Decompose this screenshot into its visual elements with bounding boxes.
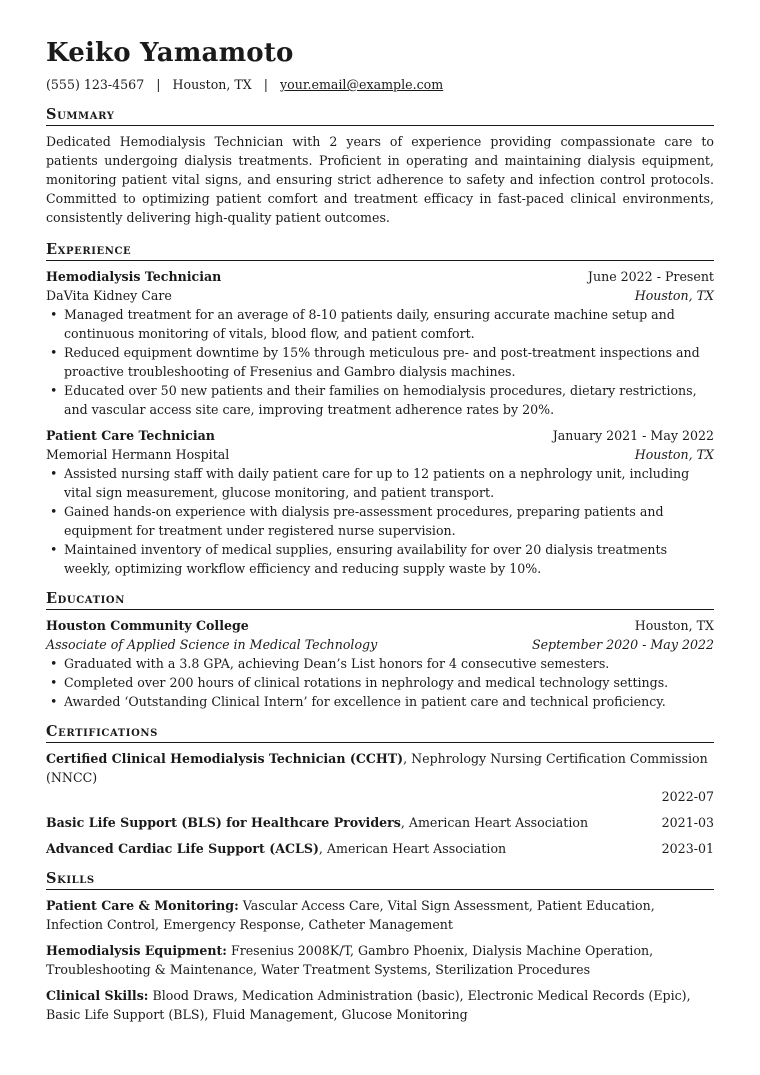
certification-name: Advanced Cardiac Life Support (ACLS) xyxy=(46,841,319,856)
list-item: • Gained hands-on experience with dialysis pre-assessment procedures, preparing patients and equipment for treatment under registered nurse supervision. xyxy=(64,502,714,540)
contact-separator: | xyxy=(156,77,161,92)
certification-item xyxy=(46,813,714,832)
email-link[interactable]: your.email@example.com xyxy=(280,77,444,92)
skill-group-label: Hemodialysis Equipment: xyxy=(46,943,227,958)
job-entry xyxy=(46,426,714,578)
education-dates: September 2020 - May 2022 xyxy=(531,637,714,652)
skill-group-text: Vascular Access Care, Vital Sign Assessment, Patient Education, Infection Control, Emergency Response, Catheter Management xyxy=(46,898,655,932)
job-location: Houston, TX xyxy=(634,447,714,462)
section-heading-skills: Skills xyxy=(46,870,714,890)
section-heading-summary: Summary xyxy=(46,106,714,126)
skill-group xyxy=(46,941,714,979)
certification-issuer: , Nephrology Nursing Certification Commission (NNCC) xyxy=(46,751,708,785)
list-item: • Awarded ‘Outstanding Clinical Intern’ for excellence in patient care and technical proficiency. xyxy=(64,692,714,711)
education-entry xyxy=(46,616,714,711)
job-subheader xyxy=(46,286,714,305)
job-bullets xyxy=(46,305,714,419)
section-heading-education: Education xyxy=(46,590,714,610)
job-role: Patient Care Technician xyxy=(46,428,215,443)
certification-name: Basic Life Support (BLS) for Healthcare Providers xyxy=(46,815,401,830)
job-bullets xyxy=(46,464,714,578)
list-item: • Maintained inventory of medical supplies, ensuring availability for over 20 dialysis treatments weekly, optimizing workflow efficiency and reducing supply waste by 10%. xyxy=(64,540,714,578)
summary-text: Dedicated Hemodialysis Technician with 2 years of experience providing compassionate care to patients undergoing dialysis treatments. Proficient in operating and maintaining dialysis equipment, monitoring patient vital signs, and ensuring strict adherence to safety and infection control protocols. Committed to optimizing patient comfort and treatment efficacy in fast-paced clinical environments, consistently delivering high-quality patient outcomes. xyxy=(46,134,714,225)
job-company: Memorial Hermann Hospital xyxy=(46,447,230,462)
job-subheader xyxy=(46,445,714,464)
certification-date: 2023-01 xyxy=(661,841,714,856)
job-company: DaVita Kidney Care xyxy=(46,288,172,303)
certification-item xyxy=(46,839,714,858)
list-item: • Graduated with a 3.8 GPA, achieving Dean’s List honors for 4 consecutive semesters. xyxy=(64,654,714,673)
education-subheader xyxy=(46,635,714,654)
certification-date: 2022-07 xyxy=(661,789,714,804)
job-role: Hemodialysis Technician xyxy=(46,269,222,284)
list-item: • Educated over 50 new patients and their families on hemodialysis procedures, dietary restrictions, and vascular access site care, improving treatment adherence rates by 20%. xyxy=(64,381,714,419)
skill-group xyxy=(46,986,714,1024)
certification-issuer: , American Heart Association xyxy=(318,841,507,856)
job-header xyxy=(46,267,714,286)
skill-group xyxy=(46,896,714,934)
job-dates: January 2021 - May 2022 xyxy=(552,428,714,443)
skill-group-label: Patient Care & Monitoring: xyxy=(46,898,239,913)
list-item: • Managed treatment for an average of 8-10 patients daily, ensuring accurate machine setup and continuous monitoring of vitals, blood flow, and patient comfort. xyxy=(64,305,714,343)
education-header xyxy=(46,616,714,635)
job-location: Houston, TX xyxy=(634,288,714,303)
skill-group-label: Clinical Skills: xyxy=(46,988,149,1003)
school-name: Houston Community College xyxy=(46,618,249,633)
school-location: Houston, TX xyxy=(634,618,714,633)
skill-group-text: Blood Draws, Medication Administration (basic), Electronic Medical Records (Epic), Basic Life Support (BLS), Fluid Management, Glucose Monitoring xyxy=(46,988,691,1022)
education-bullets xyxy=(46,654,714,711)
job-entry xyxy=(46,267,714,419)
list-item: • Reduced equipment downtime by 15% through meticulous pre- and post-treatment inspections and proactive troubleshooting of Fresenius and Gambro dialysis machines. xyxy=(64,343,714,381)
job-dates: June 2022 - Present xyxy=(587,269,714,284)
certification-item xyxy=(46,749,714,806)
certification-line xyxy=(46,813,588,832)
certification-date-wrap xyxy=(46,768,714,806)
list-item: • Assisted nursing staff with daily patient care for up to 12 patients on a nephrology unit, including vital sign measurement, glucose monitoring, and patient transport. xyxy=(64,464,714,502)
candidate-name: Keiko Yamamoto xyxy=(46,38,294,68)
degree: Associate of Applied Science in Medical Technology xyxy=(46,637,378,652)
location: Houston, TX xyxy=(172,77,252,92)
skill-group-text: Fresenius 2008K/T, Gambro Phoenix, Dialysis Machine Operation, Troubleshooting & Maintenance, Water Treatment Systems, Sterilization Procedures xyxy=(46,943,654,977)
job-header xyxy=(46,426,714,445)
phone: (555) 123-4567 xyxy=(46,77,145,92)
contact-separator: | xyxy=(263,77,269,92)
section-heading-experience: Experience xyxy=(46,241,714,261)
section-heading-certifications: Certifications xyxy=(46,723,714,743)
certification-line xyxy=(46,839,506,858)
contact-line xyxy=(46,77,714,93)
certification-date: 2021-03 xyxy=(661,815,714,830)
certification-issuer: , American Heart Association xyxy=(400,815,589,830)
list-item: • Completed over 200 hours of clinical rotations in nephrology and medical technology settings. xyxy=(64,673,714,692)
certification-name: Certified Clinical Hemodialysis Technician (CCHT) xyxy=(46,751,404,766)
